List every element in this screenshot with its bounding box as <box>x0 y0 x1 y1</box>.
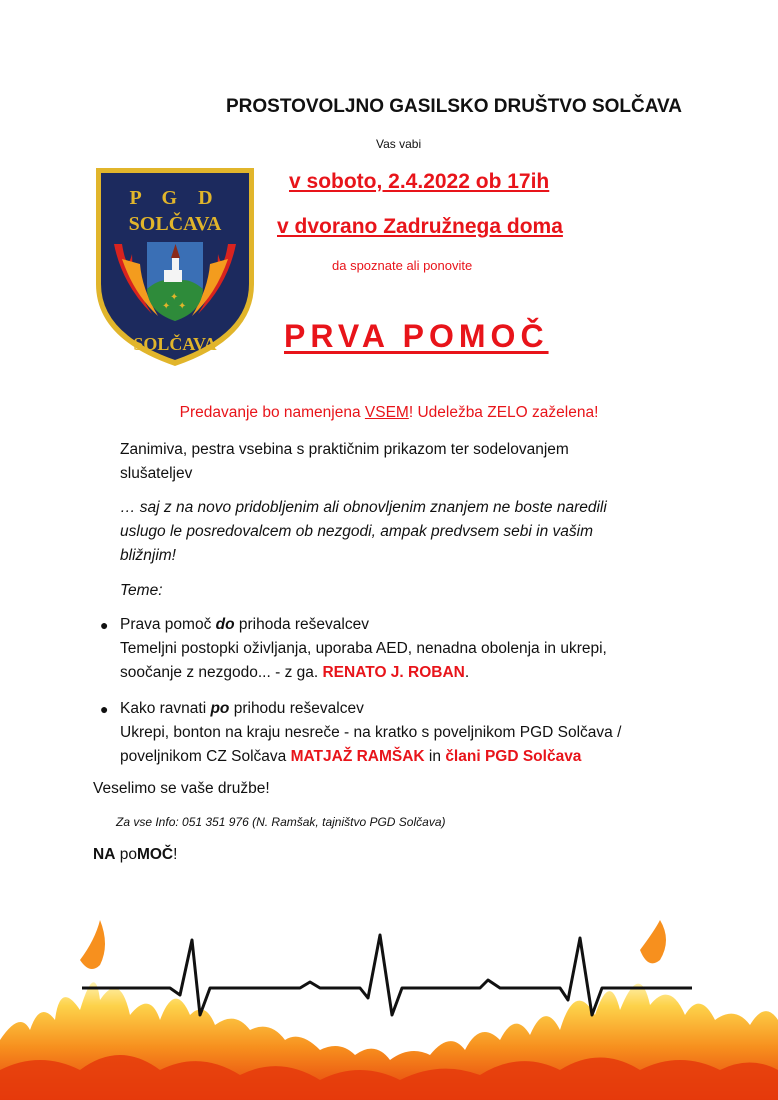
contact-info: Za vse Info: 051 351 976 (N. Ramšak, tajništvo PGD Solčava) <box>116 815 446 829</box>
svg-text:✦: ✦ <box>178 301 187 312</box>
event-venue: v dvorano Zadružnega doma <box>277 215 563 238</box>
topic-description: Temeljni postopki oživljanja, uporaba AED, nenadna obolenja in ukrepi, <box>120 640 607 657</box>
motivation-paragraph <box>120 496 680 568</box>
organization-title: PROSTOVOLJNO GASILSKO DRUŠTVO SOLČAVA <box>225 96 683 117</box>
invite-text: Vas vabi <box>376 137 422 151</box>
event-subline: da spoznate ali ponovite <box>332 258 473 273</box>
motivation-line-1: … saj z na novo pridobljenim ali obnovljenim znanjem ne boste naredili <box>120 499 607 516</box>
topic-description: Ukrepi, bonton na kraju nesreče - na kratko s poveljnikom PGD Solčava / <box>120 724 622 741</box>
topics-label: Teme: <box>120 582 163 599</box>
motivation-line-2: uslugo le posredovalcem ob nezgodi, ampak predvsem sebi in vašim <box>120 523 593 540</box>
intro-line-1: Zanimiva, pestra vsebina s praktičnim prikazom ter sodelovanjem <box>120 441 569 458</box>
topic-speaker: poveljnikom CZ Solčava MATJAŽ RAMŠAK in člani PGD Solčava <box>120 748 582 765</box>
topic-speaker: soočanje z nezgodo... - z ga. RENATO J. ROBAN. <box>120 664 470 681</box>
topic-item <box>120 613 700 685</box>
lecture-note <box>0 404 778 422</box>
fire-brigade-crest-icon <box>92 164 258 369</box>
closing-text: Veselimo se vaše družbe! <box>93 780 270 797</box>
lecture-emphasis: VSEM <box>364 404 409 421</box>
event-date: v soboto, 2.4.2022 ob 17ih <box>289 170 550 193</box>
motivation-line-3: bližnjim! <box>120 547 176 564</box>
intro-line-2: slušateljev <box>120 465 193 482</box>
slogan: NA poMOČ! <box>93 846 178 863</box>
bullet-icon: ● <box>100 617 109 633</box>
crest-middle-text: SOLČAVA <box>128 213 222 235</box>
main-title: PRVA POMOČ <box>284 318 549 354</box>
intro-paragraph <box>120 438 680 486</box>
topic-title: Prava pomoč do prihoda reševalcev <box>120 616 369 633</box>
crest-top-text: P G D <box>129 187 221 209</box>
lecture-pre: Predavanje bo namenjena <box>179 404 365 421</box>
bullet-icon: ● <box>100 701 109 717</box>
topic-item <box>120 697 700 769</box>
crest-bottom-text: SOLČAVA <box>133 334 217 354</box>
svg-text:✦: ✦ <box>170 292 179 303</box>
flames-icon <box>0 920 778 1100</box>
lecture-post: ! Udeležba ZELO zaželena! <box>408 404 599 421</box>
svg-text:✦: ✦ <box>162 301 171 312</box>
topic-title: Kako ravnati po prihodu reševalcev <box>120 700 364 717</box>
